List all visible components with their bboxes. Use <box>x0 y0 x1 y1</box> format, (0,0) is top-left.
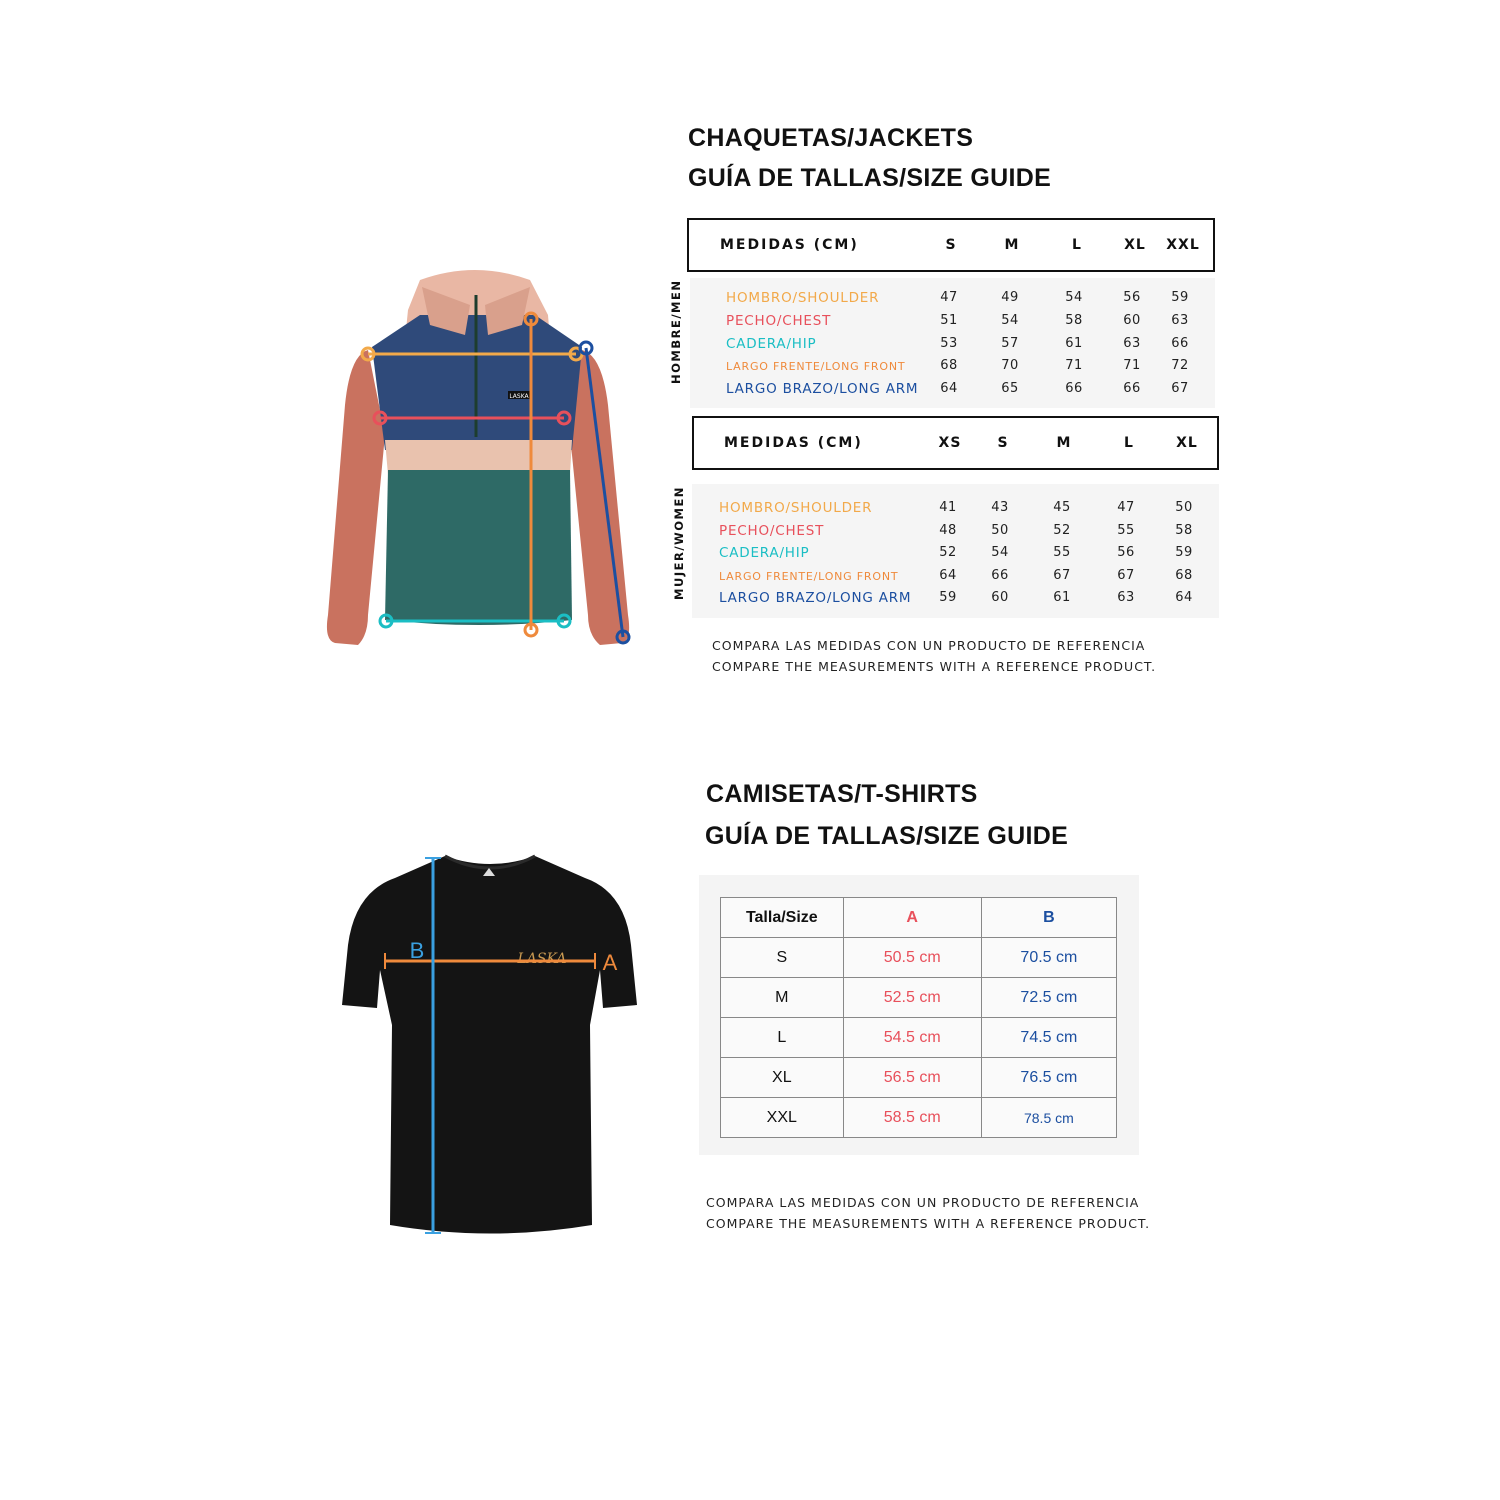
men-side-label: HOMBRE/MEN <box>669 279 683 384</box>
women-value-cell: 63 <box>1117 590 1135 605</box>
men-row-label: HOMBRO/SHOULDER <box>726 290 880 306</box>
size-cell: XL <box>721 1058 844 1098</box>
a-value-cell: 58.5 cm <box>843 1098 981 1138</box>
men-size-m: M <box>1004 237 1020 253</box>
women-header-label: MEDIDAS (CM) <box>724 435 863 451</box>
women-value-cell: 64 <box>1175 590 1193 605</box>
women-value-cell: 67 <box>1117 567 1135 583</box>
header-b: B <box>981 898 1116 938</box>
table-row <box>721 1058 1117 1098</box>
men-size-xxl: XXL <box>1166 237 1200 253</box>
women-value-cell: 68 <box>1175 567 1193 583</box>
women-row-label: HOMBRO/SHOULDER <box>719 500 873 516</box>
men-value-cell: 63 <box>1171 312 1189 328</box>
a-value-cell: 56.5 cm <box>843 1058 981 1098</box>
table-row <box>721 978 1117 1018</box>
a-value-cell: 50.5 cm <box>843 938 981 978</box>
men-value-cell: 71 <box>1123 358 1141 374</box>
men-value-cell: 57 <box>1001 335 1019 351</box>
jackets-note <box>712 635 1156 677</box>
men-value-cell: 47 <box>940 290 958 305</box>
men-size-s: S <box>945 237 957 253</box>
men-value-cell: 71 <box>1065 358 1083 374</box>
tshirts-note <box>706 1192 1150 1234</box>
size-cell: L <box>721 1018 844 1058</box>
men-value-cell: 65 <box>1001 381 1019 397</box>
tshirt-table-body <box>721 938 1117 1138</box>
men-value-cell: 54 <box>1001 312 1019 328</box>
men-value-cell: 63 <box>1123 335 1141 351</box>
women-value-cell: 43 <box>991 500 1009 515</box>
men-value-cell: 58 <box>1065 312 1083 328</box>
women-value-cell: 52 <box>939 545 957 560</box>
women-size-s: S <box>997 435 1009 451</box>
size-cell: M <box>721 978 844 1018</box>
women-value-cell: 50 <box>991 522 1009 538</box>
women-side-label: MUJER/WOMEN <box>672 486 686 600</box>
men-size-l: L <box>1072 237 1082 253</box>
a-value-cell: 54.5 cm <box>843 1018 981 1058</box>
men-size-xl: XL <box>1124 237 1146 253</box>
women-size-xl: XL <box>1176 435 1198 451</box>
women-value-cell: 60 <box>991 590 1009 605</box>
tshirts-title: CAMISETAS/T-SHIRTS <box>706 780 978 808</box>
b-value-cell: 78.5 cm <box>981 1098 1116 1138</box>
men-header-label: MEDIDAS (CM) <box>720 237 859 253</box>
table-row <box>721 1018 1117 1058</box>
jackets-title: CHAQUETAS/JACKETS <box>688 124 974 152</box>
women-size-m: M <box>1056 435 1072 451</box>
tshirt-table-header <box>721 898 1117 938</box>
women-value-cell: 61 <box>1053 590 1071 605</box>
men-value-cell: 68 <box>940 358 958 374</box>
women-value-cell: 56 <box>1117 545 1135 560</box>
women-value-cell: 59 <box>939 590 957 605</box>
tshirt-diagram <box>335 850 645 1245</box>
a-value-cell: 52.5 cm <box>843 978 981 1018</box>
women-value-cell: 47 <box>1117 500 1135 515</box>
women-value-cell: 59 <box>1175 545 1193 560</box>
men-value-cell: 66 <box>1065 381 1083 397</box>
women-value-cell: 54 <box>991 545 1009 560</box>
women-value-cell: 67 <box>1053 567 1071 583</box>
women-value-cell: 52 <box>1053 522 1071 538</box>
b-value-cell: 70.5 cm <box>981 938 1116 978</box>
header-a: A <box>843 898 981 938</box>
tshirts-note-line2: COMPARE THE MEASUREMENTS WITH A REFERENCE PRODUCT. <box>706 1216 1151 1231</box>
men-value-cell: 67 <box>1171 381 1189 397</box>
women-value-cell: 66 <box>991 567 1009 583</box>
jacket-diagram <box>310 265 650 660</box>
women-value-cell: 45 <box>1053 500 1071 515</box>
tshirts-note-line1: COMPARA LAS MEDIDAS CON UN PRODUCTO DE REFERENCIA <box>706 1195 1140 1210</box>
men-row-label: LARGO FRENTE/LONG FRONT <box>726 360 906 374</box>
women-value-cell: 64 <box>939 567 957 583</box>
table-row <box>721 1098 1117 1138</box>
women-value-cell: 58 <box>1175 522 1193 538</box>
diagram-label-b: B <box>409 938 425 963</box>
women-row-label: CADERA/HIP <box>719 545 810 561</box>
men-header-row <box>687 218 1215 272</box>
men-row-label: PECHO/CHEST <box>726 312 832 329</box>
b-value-cell: 74.5 cm <box>981 1018 1116 1058</box>
men-value-cell: 59 <box>1171 290 1189 305</box>
men-value-cell: 56 <box>1123 290 1141 305</box>
jackets-subtitle: GUÍA DE TALLAS/SIZE GUIDE <box>688 164 1052 192</box>
women-size-xs: XS <box>938 435 962 451</box>
men-value-cell: 64 <box>940 381 958 397</box>
header-size: Talla/Size <box>721 898 844 938</box>
size-cell: XXL <box>721 1098 844 1138</box>
jackets-note-line2: COMPARE THE MEASUREMENTS WITH A REFERENCE PRODUCT. <box>712 659 1157 674</box>
b-value-cell: 76.5 cm <box>981 1058 1116 1098</box>
size-cell: S <box>721 938 844 978</box>
b-value-cell: 72.5 cm <box>981 978 1116 1018</box>
diagram-label-a: A <box>602 950 618 975</box>
men-value-cell: 54 <box>1065 290 1083 305</box>
women-row-label: PECHO/CHEST <box>719 522 825 539</box>
table-row <box>721 938 1117 978</box>
men-value-cell: 70 <box>1001 358 1019 374</box>
men-value-cell: 60 <box>1123 312 1141 328</box>
men-value-cell: 49 <box>1001 290 1019 305</box>
women-size-l: L <box>1124 435 1134 451</box>
tshirt-logo: LASKA <box>517 951 567 967</box>
men-value-cell: 61 <box>1065 335 1083 351</box>
men-value-cell: 51 <box>940 312 958 328</box>
men-value-cell: 66 <box>1123 381 1141 397</box>
women-value-cell: 50 <box>1175 500 1193 515</box>
men-row-label: LARGO BRAZO/LONG ARM <box>726 381 919 398</box>
women-row-label: LARGO BRAZO/LONG ARM <box>719 590 912 606</box>
women-value-cell: 48 <box>939 522 957 538</box>
women-value-cell: 55 <box>1117 522 1135 538</box>
men-value-cell: 72 <box>1171 358 1189 374</box>
tshirts-subtitle: GUÍA DE TALLAS/SIZE GUIDE <box>705 822 1069 850</box>
jackets-note-line1: COMPARA LAS MEDIDAS CON UN PRODUCTO DE REFERENCIA <box>712 638 1146 653</box>
women-value-cell: 41 <box>939 500 957 515</box>
men-value-cell: 53 <box>940 335 958 351</box>
men-row-label: CADERA/HIP <box>726 335 817 352</box>
men-value-cell: 66 <box>1171 335 1189 351</box>
women-value-cell: 55 <box>1053 545 1071 560</box>
jacket-logo: LASKA <box>509 393 529 400</box>
women-header-row <box>692 416 1219 470</box>
tshirt-size-table <box>720 897 1117 1138</box>
women-row-label: LARGO FRENTE/LONG FRONT <box>719 569 899 583</box>
